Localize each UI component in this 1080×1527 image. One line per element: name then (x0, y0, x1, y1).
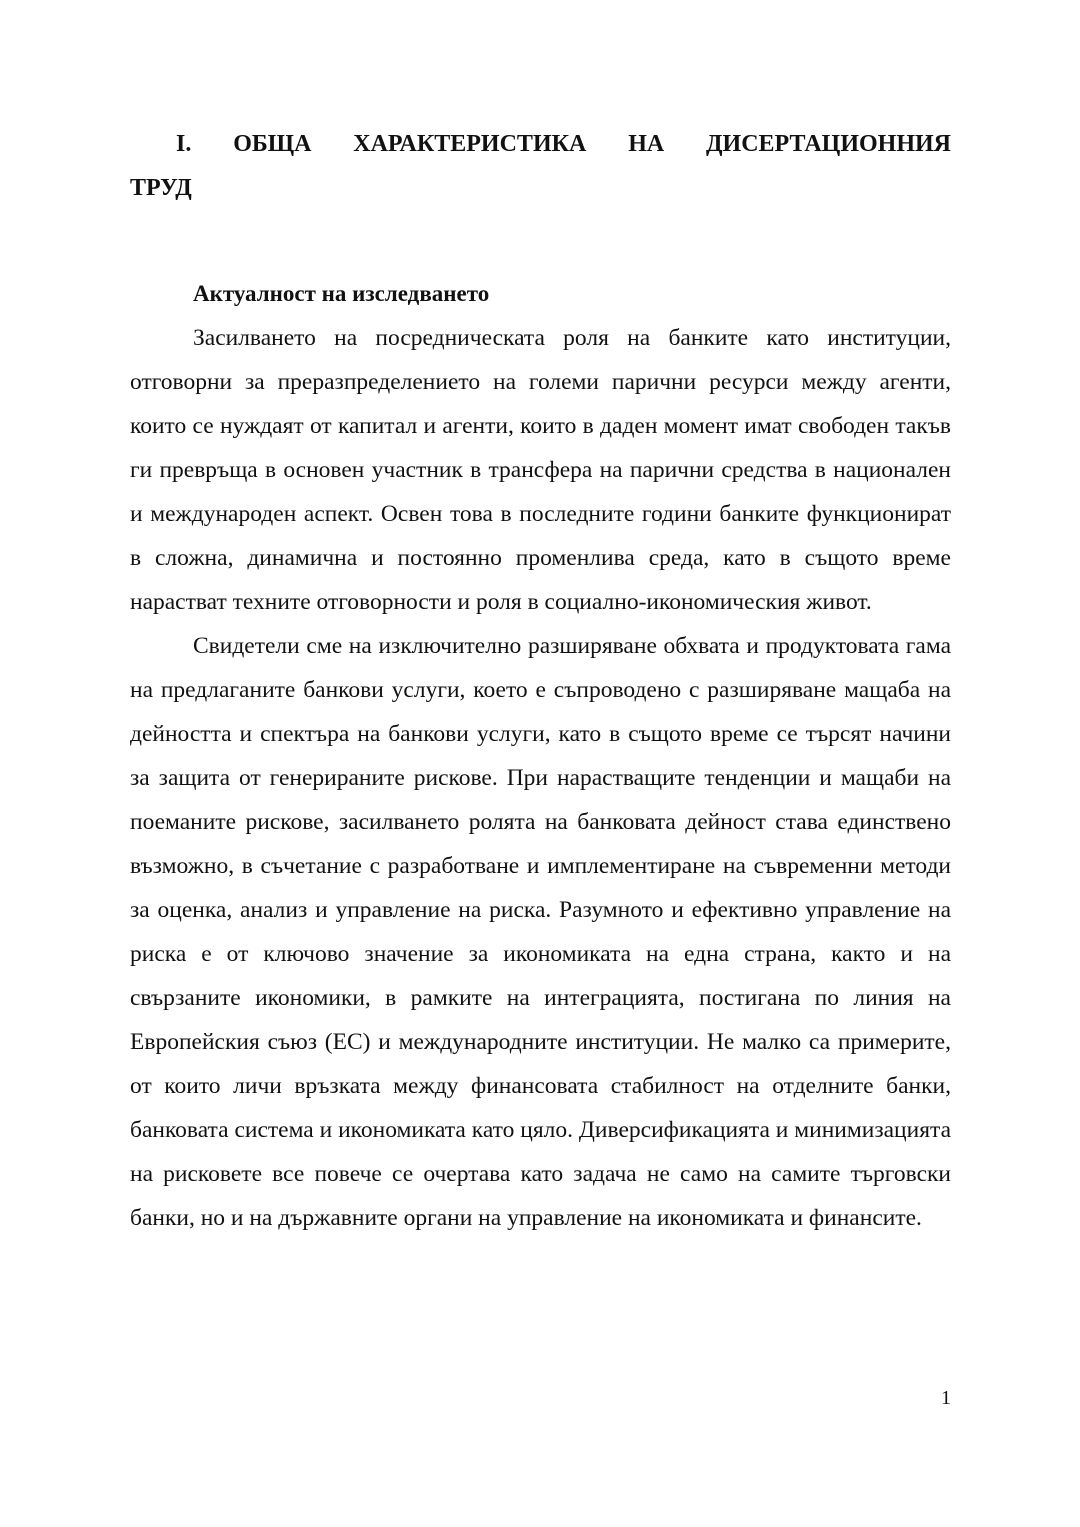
chapter-title (130, 122, 951, 210)
paragraph: Засилването на посредническата роля на банките като институции, отговорни за преразпределението на големи парични ресурси между агенти, които се нуждаят от капитал и агенти, които в даден момент имат свободен такъв ги превръща в основен участник в трансфера на парични средства в национален и международен аспект. Освен това в последните години банките функционират в сложна, динамична и постоянно променлива среда, като в същото време нарастват техните отговорности и роля в социално-икономическия живот. (130, 325, 951, 615)
chapter-title-word: ОБЩА (233, 131, 312, 157)
page-content (130, 122, 951, 1240)
chapter-title-line-1 (130, 122, 951, 166)
paragraph: Свидетели сме на изключително разширяване обхвата и продуктовата гама на предлаганите банкови услуги, което е съпроводено с разширяване мащаба на дейността и спектъра на банкови услуги, като в същото време се търсят начини за защита от генерираните рискове. При нарастващите тенденции и мащаби на поеманите рискове, засилването ролята на банковата дейност става единствено възможно, в съчетание с разработване и имплементиране на съвременни методи за оценка, анализ и управление на риска. Разумното и ефективно управление на риска е от ключово значение за икономиката на една страна, както и на свързаните икономики, в рамките на интеграцията, постигана по линия на Европейския съюз (ЕС) и международните институции. Не малко са примерите, от които личи връзката между финансовата стабилност на отделните банки, банковата система и икономиката като цяло. Диверсификацията и минимизацията на рисковете все повече се очертава като задача не само на самите търговски банки, но и на държавните органи на управление на икономиката и финансите. (130, 633, 951, 1231)
chapter-title-word: ХАРАКТЕРИСТИКА (353, 131, 587, 157)
section-heading: Актуалност на изследването (193, 281, 490, 306)
chapter-title-word: НА (628, 131, 665, 157)
chapter-title-word: ТРУД (130, 175, 192, 201)
page-number: 1 (941, 1387, 951, 1409)
chapter-title-word: ДИСЕРТАЦИОННИЯ (706, 131, 951, 157)
chapter-number: I. (176, 131, 192, 157)
